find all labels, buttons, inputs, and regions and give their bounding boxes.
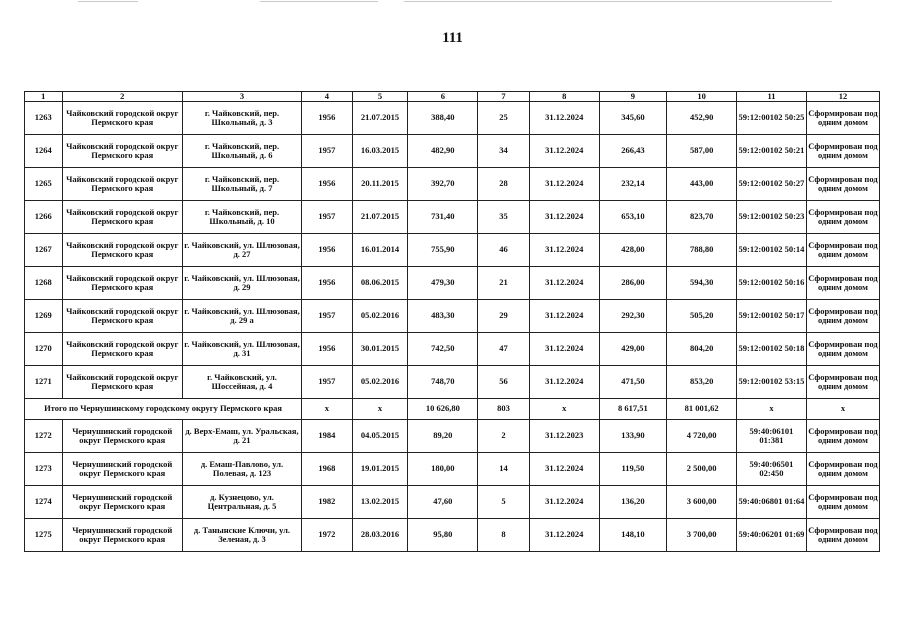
date-cell: 16.01.2014: [352, 234, 408, 267]
residents-cell: 5: [478, 486, 530, 519]
table-row: [25, 453, 880, 486]
area-cell: 483,30: [408, 300, 478, 333]
residents-cell: 34: [478, 135, 530, 168]
value-cell: 823,70: [667, 201, 737, 234]
note-cell: Сформирован под одним домом: [806, 135, 879, 168]
note-cell: Сформирован под одним домом: [806, 201, 879, 234]
subtotal-note-cell: x: [806, 399, 879, 420]
row-number: 1273: [25, 453, 63, 486]
cadastral-number-cell: 59:40:06801 01:64: [737, 486, 807, 519]
scan-top-line-right: [404, 1, 832, 2]
area-cell: 755,90: [408, 234, 478, 267]
table-body: [25, 92, 880, 552]
cadastral-number-cell: 59:12:00102 50:27: [737, 168, 807, 201]
value-cell: 788,80: [667, 234, 737, 267]
date-cell: 20.11.2015: [352, 168, 408, 201]
municipality-cell: Чайковский городской округ Пермского края: [62, 234, 182, 267]
municipality-cell: Чайковский городской округ Пермского края: [62, 201, 182, 234]
note-cell: Сформирован под одним домом: [806, 234, 879, 267]
subtotal-label: Итого по Чернушинскому городскому округу Пермского края: [25, 399, 302, 420]
year-cell: 1982: [302, 486, 352, 519]
registry-table: [24, 91, 880, 552]
subtotal-residents-cell: 803: [478, 399, 530, 420]
year-cell: 1956: [302, 102, 352, 135]
scan-top-line-mid: [260, 1, 378, 2]
cadastral-number-cell: 59:40:06101 01:381: [737, 420, 807, 453]
cadastral-number-cell: 59:12:00102 50:23: [737, 201, 807, 234]
deadline-cell: 31.12.2024: [529, 168, 599, 201]
deadline-cell: 31.12.2024: [529, 300, 599, 333]
address-cell: г. Чайковский, пер. Школьный, д. 6: [182, 135, 301, 168]
cost-cell: 292,30: [599, 300, 667, 333]
table-row: [25, 201, 880, 234]
table-row: [25, 102, 880, 135]
cadastral-number-cell: 59:12:00102 50:21: [737, 135, 807, 168]
residents-cell: 21: [478, 267, 530, 300]
scan-top-line-left: [78, 1, 138, 2]
year-cell: 1956: [302, 234, 352, 267]
column-header: 2: [62, 92, 182, 102]
area-cell: 742,50: [408, 333, 478, 366]
column-number-row: [25, 92, 880, 102]
value-cell: 804,20: [667, 333, 737, 366]
column-header: 3: [182, 92, 301, 102]
date-cell: 21.07.2015: [352, 102, 408, 135]
row-number: 1271: [25, 366, 63, 399]
municipality-cell: Чернушинский городской округ Пермского края: [62, 519, 182, 552]
cadastral-number-cell: 59:12:00102 50:17: [737, 300, 807, 333]
row-number: 1266: [25, 201, 63, 234]
deadline-cell: 31.12.2024: [529, 333, 599, 366]
address-cell: д. Танынские Ключи, ул. Зеленая, д. 3: [182, 519, 301, 552]
subtotal-c9-cell: 8 617,51: [599, 399, 667, 420]
date-cell: 05.02.2016: [352, 366, 408, 399]
cost-cell: 148,10: [599, 519, 667, 552]
residents-cell: 56: [478, 366, 530, 399]
note-cell: Сформирован под одним домом: [806, 453, 879, 486]
note-cell: Сформирован под одним домом: [806, 267, 879, 300]
subtotal-date-cell: x: [352, 399, 408, 420]
cadastral-number-cell: 59:12:00102 50:16: [737, 267, 807, 300]
area-cell: 731,40: [408, 201, 478, 234]
row-number: 1264: [25, 135, 63, 168]
cadastral-number-cell: 59:12:00102 50:18: [737, 333, 807, 366]
value-cell: 452,90: [667, 102, 737, 135]
year-cell: 1957: [302, 135, 352, 168]
note-cell: Сформирован под одним домом: [806, 300, 879, 333]
page-number: 111: [442, 30, 463, 46]
residents-cell: 14: [478, 453, 530, 486]
deadline-cell: 31.12.2024: [529, 201, 599, 234]
residents-cell: 35: [478, 201, 530, 234]
subtotal-row: [25, 399, 880, 420]
residents-cell: 47: [478, 333, 530, 366]
date-cell: 16.03.2015: [352, 135, 408, 168]
row-number: 1269: [25, 300, 63, 333]
deadline-cell: 31.12.2024: [529, 102, 599, 135]
municipality-cell: Чайковский городской округ Пермского края: [62, 135, 182, 168]
table-row: [25, 168, 880, 201]
note-cell: Сформирован под одним домом: [806, 333, 879, 366]
municipality-cell: Чернушинский городской округ Пермского края: [62, 486, 182, 519]
year-cell: 1957: [302, 366, 352, 399]
table-row: [25, 420, 880, 453]
municipality-cell: Чайковский городской округ Пермского края: [62, 267, 182, 300]
cadastral-number-cell: 59:40:06201 01:69: [737, 519, 807, 552]
row-number: 1267: [25, 234, 63, 267]
cadastral-number-cell: 59:12:00102 53:15: [737, 366, 807, 399]
date-cell: 21.07.2015: [352, 201, 408, 234]
deadline-cell: 31.12.2024: [529, 519, 599, 552]
subtotal-year-cell: x: [302, 399, 352, 420]
column-header: 7: [478, 92, 530, 102]
row-number: 1263: [25, 102, 63, 135]
cost-cell: 133,90: [599, 420, 667, 453]
address-cell: г. Чайковский, пер. Школьный, д. 3: [182, 102, 301, 135]
municipality-cell: Чернушинский городской округ Пермского края: [62, 453, 182, 486]
column-header: 12: [806, 92, 879, 102]
cadastral-number-cell: 59:12:00102 50:14: [737, 234, 807, 267]
deadline-cell: 31.12.2024: [529, 453, 599, 486]
value-cell: 505,20: [667, 300, 737, 333]
residents-cell: 25: [478, 102, 530, 135]
row-number: 1272: [25, 420, 63, 453]
cadastral-number-cell: 59:12:00102 50:25: [737, 102, 807, 135]
deadline-cell: 31.12.2024: [529, 135, 599, 168]
value-cell: 853,20: [667, 366, 737, 399]
row-number: 1270: [25, 333, 63, 366]
address-cell: г. Чайковский, ул. Шлюзовая, д. 27: [182, 234, 301, 267]
address-cell: г. Чайковский, пер. Школьный, д. 7: [182, 168, 301, 201]
date-cell: 13.02.2015: [352, 486, 408, 519]
table-row: [25, 366, 880, 399]
note-cell: Сформирован под одним домом: [806, 168, 879, 201]
value-cell: 443,00: [667, 168, 737, 201]
deadline-cell: 31.12.2023: [529, 420, 599, 453]
table-row: [25, 135, 880, 168]
municipality-cell: Чайковский городской округ Пермского края: [62, 168, 182, 201]
column-header: 6: [408, 92, 478, 102]
municipality-cell: Чайковский городской округ Пермского края: [62, 333, 182, 366]
table-row: [25, 486, 880, 519]
area-cell: 479,30: [408, 267, 478, 300]
deadline-cell: 31.12.2024: [529, 267, 599, 300]
address-cell: г. Чайковский, пер. Школьный, д. 10: [182, 201, 301, 234]
cost-cell: 428,00: [599, 234, 667, 267]
value-cell: 4 720,00: [667, 420, 737, 453]
date-cell: 08.06.2015: [352, 267, 408, 300]
note-cell: Сформирован под одним домом: [806, 486, 879, 519]
note-cell: Сформирован под одним домом: [806, 366, 879, 399]
residents-cell: 46: [478, 234, 530, 267]
residents-cell: 29: [478, 300, 530, 333]
cost-cell: 345,60: [599, 102, 667, 135]
year-cell: 1957: [302, 201, 352, 234]
residents-cell: 28: [478, 168, 530, 201]
address-cell: д. Кузнецово, ул. Центральная, д. 5: [182, 486, 301, 519]
year-cell: 1956: [302, 267, 352, 300]
column-header: 1: [25, 92, 63, 102]
table-row: [25, 300, 880, 333]
year-cell: 1972: [302, 519, 352, 552]
row-number: 1274: [25, 486, 63, 519]
year-cell: 1957: [302, 300, 352, 333]
area-cell: 89,20: [408, 420, 478, 453]
residents-cell: 2: [478, 420, 530, 453]
value-cell: 587,00: [667, 135, 737, 168]
row-number: 1265: [25, 168, 63, 201]
value-cell: 594,30: [667, 267, 737, 300]
area-cell: 388,40: [408, 102, 478, 135]
deadline-cell: 31.12.2024: [529, 486, 599, 519]
municipality-cell: Чайковский городской округ Пермского края: [62, 102, 182, 135]
deadline-cell: 31.12.2024: [529, 234, 599, 267]
cost-cell: 119,50: [599, 453, 667, 486]
note-cell: Сформирован под одним домом: [806, 420, 879, 453]
date-cell: 04.05.2015: [352, 420, 408, 453]
area-cell: 748,70: [408, 366, 478, 399]
subtotal-area-cell: 10 626,80: [408, 399, 478, 420]
year-cell: 1956: [302, 168, 352, 201]
area-cell: 482,90: [408, 135, 478, 168]
municipality-cell: Чайковский городской округ Пермского края: [62, 366, 182, 399]
note-cell: Сформирован под одним домом: [806, 519, 879, 552]
table-row: [25, 267, 880, 300]
column-header: 10: [667, 92, 737, 102]
cost-cell: 232,14: [599, 168, 667, 201]
column-header: 8: [529, 92, 599, 102]
column-header: 11: [737, 92, 807, 102]
row-number: 1275: [25, 519, 63, 552]
cost-cell: 286,00: [599, 267, 667, 300]
note-cell: Сформирован под одним домом: [806, 102, 879, 135]
year-cell: 1968: [302, 453, 352, 486]
cost-cell: 266,43: [599, 135, 667, 168]
year-cell: 1984: [302, 420, 352, 453]
column-header: 5: [352, 92, 408, 102]
subtotal-c10-cell: 81 001,62: [667, 399, 737, 420]
date-cell: 28.03.2016: [352, 519, 408, 552]
table-row: [25, 519, 880, 552]
cost-cell: 136,20: [599, 486, 667, 519]
residents-cell: 8: [478, 519, 530, 552]
row-number: 1268: [25, 267, 63, 300]
area-cell: 392,70: [408, 168, 478, 201]
address-cell: г. Чайковский, ул. Шоссейная, д. 4: [182, 366, 301, 399]
municipality-cell: Чернушинский городской округ Пермского края: [62, 420, 182, 453]
address-cell: д. Емаш-Павлово, ул. Полевая, д. 123: [182, 453, 301, 486]
address-cell: г. Чайковский, ул. Шлюзовая, д. 29 а: [182, 300, 301, 333]
value-cell: 2 500,00: [667, 453, 737, 486]
subtotal-deadline-cell: x: [529, 399, 599, 420]
area-cell: 95,80: [408, 519, 478, 552]
date-cell: 19.01.2015: [352, 453, 408, 486]
table-row: [25, 234, 880, 267]
subtotal-cadastral-cell: x: [737, 399, 807, 420]
value-cell: 3 600,00: [667, 486, 737, 519]
area-cell: 180,00: [408, 453, 478, 486]
address-cell: г. Чайковский, ул. Шлюзовая, д. 31: [182, 333, 301, 366]
date-cell: 05.02.2016: [352, 300, 408, 333]
column-header: 4: [302, 92, 352, 102]
date-cell: 30.01.2015: [352, 333, 408, 366]
table-row: [25, 333, 880, 366]
address-cell: д. Верх-Емаш, ул. Уральская, д. 21: [182, 420, 301, 453]
municipality-cell: Чайковский городской округ Пермского края: [62, 300, 182, 333]
value-cell: 3 700,00: [667, 519, 737, 552]
cadastral-number-cell: 59:40:06501 02:450: [737, 453, 807, 486]
cost-cell: 471,50: [599, 366, 667, 399]
address-cell: г. Чайковский, ул. Шлюзовая, д. 29: [182, 267, 301, 300]
column-header: 9: [599, 92, 667, 102]
cost-cell: 429,00: [599, 333, 667, 366]
deadline-cell: 31.12.2024: [529, 366, 599, 399]
area-cell: 47,60: [408, 486, 478, 519]
year-cell: 1956: [302, 333, 352, 366]
cost-cell: 653,10: [599, 201, 667, 234]
